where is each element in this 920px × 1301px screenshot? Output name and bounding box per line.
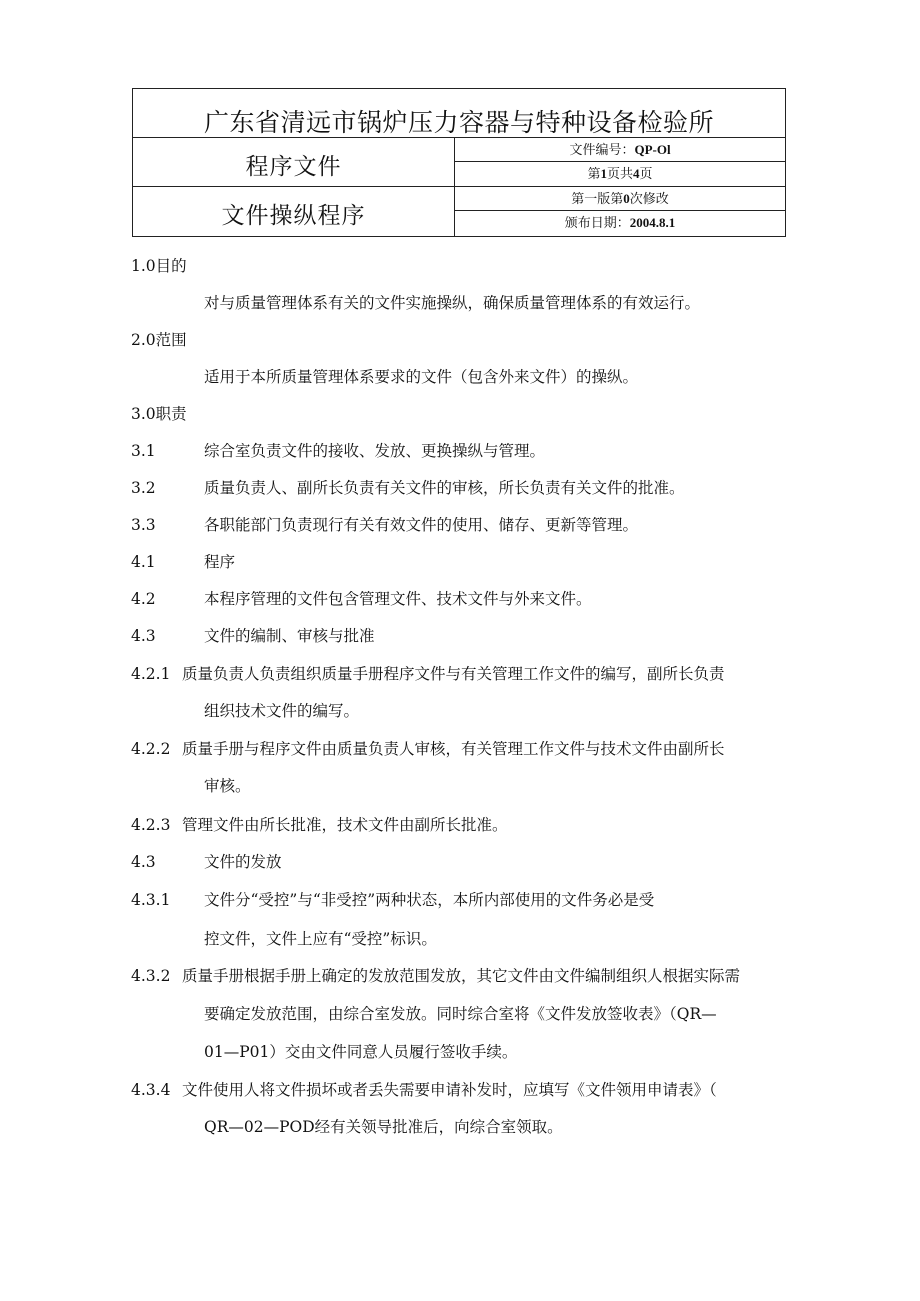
section-1-text: 对与质量管理体系有关的文件实施操纵，确保质量管理体系的有效运行。 bbox=[204, 294, 701, 312]
clause-3-3-number: 3.3 bbox=[131, 516, 156, 534]
clause-3-2-number: 3.2 bbox=[131, 479, 156, 497]
clause-4-2-text: 本程序管理的文件包含管理文件、技术文件与外来文件。 bbox=[204, 590, 592, 608]
org-title: 广东省清远市锅炉压力容器与特种设备检验所 bbox=[203, 108, 714, 137]
page-prefix: 第 bbox=[587, 167, 601, 182]
section-2-text: 适用于本所质量管理体系要求的文件（包含外来文件）的操纵。 bbox=[204, 368, 639, 386]
section-2-title: 2.0范围 bbox=[131, 331, 187, 349]
clause-4-3-4-number: 4.3.4 bbox=[131, 1081, 171, 1099]
clause-3-3-text: 各职能部门负责现行有关有效文件的使用、储存、更新等管理。 bbox=[204, 516, 639, 534]
clause-4-3-1-line-1: 文件分“受控”与“非受控”两种状态，本所内部使用的文件务必是受 bbox=[204, 891, 655, 909]
issue-date bbox=[455, 211, 785, 235]
clause-4-3-number: 4.3 bbox=[131, 627, 156, 645]
document-header-table bbox=[132, 88, 786, 237]
page-suffix: 页 bbox=[639, 167, 653, 182]
clause-4-3-1-line-2: 控文件，文件上应有“受控”标识。 bbox=[204, 930, 437, 948]
page-middle: 页共 bbox=[606, 167, 633, 182]
page-total: 4 bbox=[633, 166, 640, 181]
clause-4-2-1-number: 4.2.1 bbox=[131, 665, 171, 683]
doc-name: 文件操纵程序 bbox=[133, 187, 455, 237]
version-suffix: 次修改 bbox=[629, 192, 669, 207]
clause-4-2-1-line-1: 质量负责人负责组织质量手册程序文件与有关管理工作文件的编写，副所长负责 bbox=[182, 665, 725, 683]
doc-number-value: QP-Ol bbox=[634, 142, 671, 157]
page-info bbox=[455, 162, 785, 186]
clause-3-1-text: 综合室负责文件的接收、发放、更换操纵与管理。 bbox=[204, 442, 546, 460]
clause-3-2-text: 质量负责人、副所长负责有关文件的审核，所长负责有关文件的批准。 bbox=[204, 479, 685, 497]
clause-4-1-text: 程序 bbox=[204, 553, 236, 571]
header-row-org bbox=[133, 89, 785, 138]
clause-4-3-2-line-1: 质量手册根据手册上确定的发放范围发放，其它文件由文件编制组织人根据实际需 bbox=[182, 967, 741, 985]
doc-number-label: 文件编号： bbox=[569, 143, 635, 158]
doc-number bbox=[455, 138, 785, 162]
clause-4-2-2-line-1: 质量手册与程序文件由质量负责人审核，有关管理工作文件与技术文件由副所长 bbox=[182, 740, 725, 758]
clause-4-2-1-line-2: 组织技术文件的编写。 bbox=[204, 702, 360, 720]
clause-4-3-2-number: 4.3.2 bbox=[131, 967, 171, 985]
clause-4-2-3-line-1: 管理文件由所长批准，技术文件由副所长批准。 bbox=[182, 816, 508, 834]
version-number: 0 bbox=[623, 191, 630, 206]
issue-date-value: 2004.8.1 bbox=[629, 215, 676, 230]
clause-4-3-4-line-2: QR—02—POD经有关领导批准后，向综合室领取。 bbox=[204, 1118, 563, 1136]
clause-4-3-2-line-2: 要确定发放范围，由综合室发放。同时综合室将《文件发放签收表》（QR— bbox=[204, 1005, 717, 1023]
version-info bbox=[455, 187, 785, 211]
clause-4-3b-text: 文件的发放 bbox=[204, 853, 282, 871]
doc-type: 程序文件 bbox=[133, 138, 455, 186]
version-prefix: 第一版第 bbox=[571, 192, 624, 207]
issue-date-label: 颁布日期： bbox=[564, 216, 630, 231]
clause-3-1-number: 3.1 bbox=[131, 442, 156, 460]
clause-4-2-2-number: 4.2.2 bbox=[131, 740, 171, 758]
section-3-title: 3.0职责 bbox=[131, 405, 187, 423]
page-current: 1 bbox=[600, 166, 607, 181]
header-row-doc-type bbox=[133, 138, 785, 187]
clause-4-3-1-number: 4.3.1 bbox=[131, 891, 171, 909]
clause-4-2-number: 4.2 bbox=[131, 590, 156, 608]
section-1-title: 1.0目的 bbox=[131, 257, 187, 275]
header-row-doc-name bbox=[133, 187, 785, 237]
clause-4-3-4-line-1: 文件使用人将文件损坏或者丢失需要申请补发时，应填写《文件领用申请表》（ bbox=[182, 1081, 717, 1099]
clause-4-3b-number: 4.3 bbox=[131, 853, 156, 871]
clause-4-3-text: 文件的编制、审核与批准 bbox=[204, 627, 375, 645]
clause-4-2-3-number: 4.2.3 bbox=[131, 816, 171, 834]
clause-4-2-2-line-2: 审核。 bbox=[204, 777, 251, 795]
clause-4-3-2-line-3: 01—P01）交由文件同意人员履行签收手续。 bbox=[204, 1043, 518, 1061]
clause-4-1-number: 4.1 bbox=[131, 553, 156, 571]
